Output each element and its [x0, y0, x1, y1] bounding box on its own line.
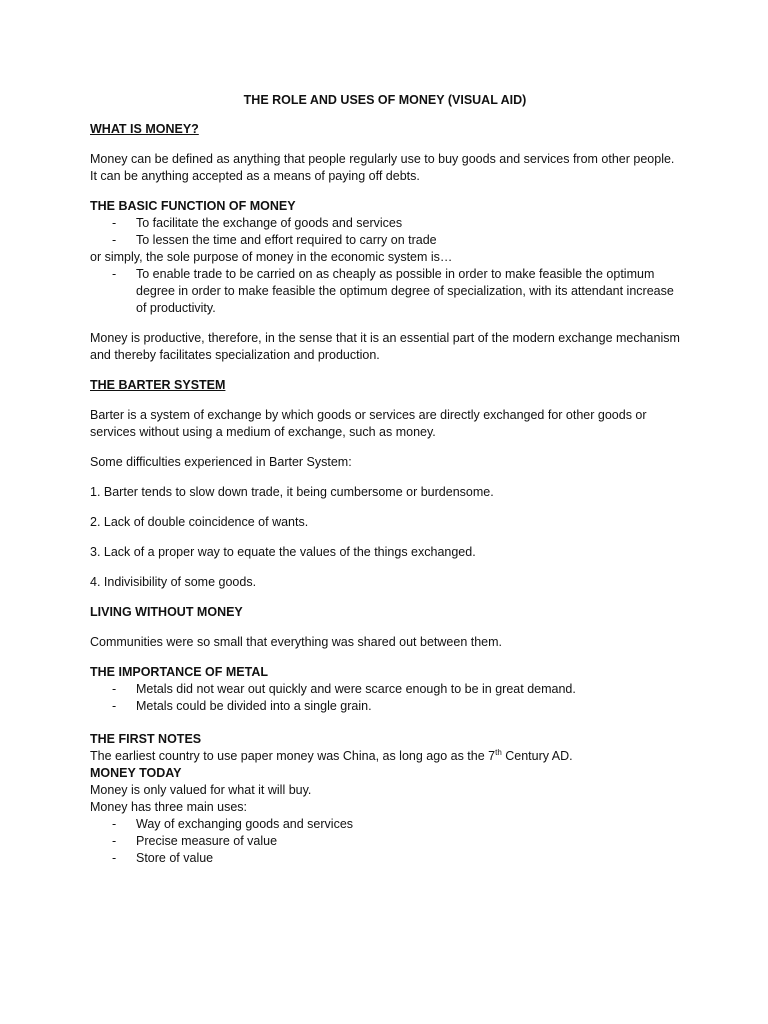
list-item-text: Store of value — [136, 851, 214, 865]
barter-difficulty-1: 1. Barter tends to slow down trade, it being cumbersome or burdensome. — [90, 485, 494, 499]
money-uses-list — [90, 816, 680, 867]
first-notes-text — [90, 748, 680, 765]
heading-importance-of-metal: THE IMPORTANCE OF METAL — [90, 665, 268, 679]
list-item-text: To facilitate the exchange of goods and services — [136, 216, 403, 230]
living-without-money-text: Communities were so small that everything was shared out between them. — [90, 635, 502, 649]
bullet-dash: - — [112, 216, 117, 230]
heading-living-without-money: LIVING WITHOUT MONEY — [90, 605, 243, 619]
list-item-text: Metals did not wear out quickly and were scarce enough to be in great demand. — [136, 682, 576, 696]
productive-paragraph: Money is productive, therefore, in the sense that it is an essential part of the modern exchange mechanism and thereby facilitates specialization and production. — [90, 331, 680, 362]
basic-function-connector: or simply, the sole purpose of money in the economic system is… — [90, 250, 453, 264]
bullet-dash: - — [112, 682, 117, 696]
bullet-dash: - — [112, 233, 117, 247]
heading-first-notes: THE FIRST NOTES — [90, 732, 202, 746]
barter-difficulty-4: 4. Indivisibility of some goods. — [90, 575, 257, 589]
bullet-dash: - — [112, 817, 117, 831]
document-page — [90, 92, 680, 867]
bullet-dash: - — [112, 267, 117, 281]
bullet-dash: - — [112, 834, 117, 848]
money-today-line-1: Money is only valued for what it will buy. — [90, 783, 312, 797]
list-item — [90, 698, 680, 715]
list-item-text: Metals could be divided into a single grain. — [136, 699, 372, 713]
list-item — [90, 681, 680, 698]
metal-list — [90, 681, 680, 715]
list-item — [90, 215, 680, 232]
heading-what-is-money: WHAT IS MONEY? — [90, 122, 199, 136]
bullet-dash: - — [112, 851, 117, 865]
basic-function-list-2 — [90, 266, 680, 317]
barter-difficulty-2: 2. Lack of double coincidence of wants. — [90, 515, 309, 529]
money-today-line-2: Money has three main uses: — [90, 800, 248, 814]
document-title: THE ROLE AND USES OF MONEY (VISUAL AID) — [243, 93, 527, 107]
first-notes-text-after: Century AD. — [501, 749, 573, 763]
basic-function-list — [90, 215, 680, 249]
list-item-text: Precise measure of value — [136, 834, 278, 848]
heading-basic-function: THE BASIC FUNCTION OF MONEY — [90, 199, 296, 213]
barter-difficulties-intro: Some difficulties experienced in Barter System: — [90, 455, 352, 469]
list-item-text: To enable trade to be carried on as cheaply as possible in order to make feasible the optimum degree in order to make feasible the optimum degree of specialization, with its attendant increase of productivity. — [136, 267, 674, 315]
list-item — [90, 816, 680, 833]
heading-barter-system: THE BARTER SYSTEM — [90, 378, 226, 392]
money-definition: Money can be defined as anything that people regularly use to buy goods and services from other people. It can be anything accepted as a means of paying off debts. — [90, 152, 675, 183]
list-item — [90, 232, 680, 249]
list-item — [90, 833, 680, 850]
list-item-text: Way of exchanging goods and services — [136, 817, 354, 831]
list-item — [90, 266, 680, 317]
list-item — [90, 850, 680, 867]
first-notes-text-before: The earliest country to use paper money was China, as long ago as the 7 — [90, 749, 496, 763]
barter-difficulty-3: 3. Lack of a proper way to equate the values of the things exchanged. — [90, 545, 476, 559]
barter-definition: Barter is a system of exchange by which goods or services are directly exchanged for other goods or services without using a medium of exchange, such as money. — [90, 408, 647, 439]
list-item-text: To lessen the time and effort required to carry on trade — [136, 233, 437, 247]
first-notes-superscript: th — [495, 747, 502, 757]
heading-money-today: MONEY TODAY — [90, 766, 182, 780]
bullet-dash: - — [112, 699, 117, 713]
